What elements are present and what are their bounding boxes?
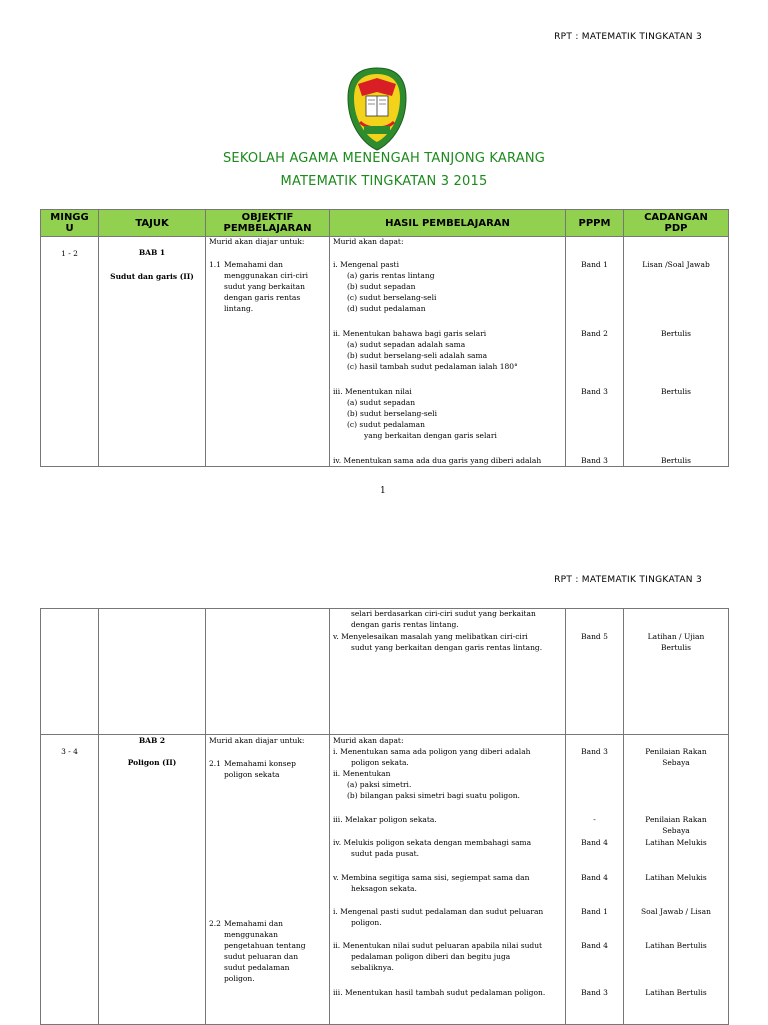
hasil-line: ii. Menentukan nilai sudut peluaran apabila nilai sudut	[333, 941, 543, 950]
hasil-line: (a) sudut sepadan adalah sama	[347, 340, 466, 349]
page-header: RPT : MATEMATIK TINGKATAN 3	[554, 575, 702, 585]
hasil-line: iv. Menentukan sama ada dua garis yang diberi adalah	[333, 456, 542, 465]
col-tajuk: TAJUK	[99, 210, 206, 237]
hasil-line: i. Mengenal pasti	[333, 260, 399, 269]
topic-label: Sudut dan garis (II)	[110, 272, 194, 281]
hasil-line: heksagon sekata.	[351, 884, 417, 893]
hasil-intro: Murid akan dapat:	[333, 736, 404, 745]
table-row	[41, 609, 729, 735]
cadangan-text: Sebaya	[662, 758, 690, 767]
pppm-band: Band 4	[581, 941, 608, 950]
pppm-band: -	[593, 815, 596, 824]
hasil-line: (b) bilangan paksi simetri bagi suatu poligon.	[347, 791, 520, 800]
hasil-line: (b) sudut berselang-seli	[347, 409, 437, 418]
objektif-line: sudut pedalaman	[224, 963, 290, 972]
pppm-band: Band 2	[581, 329, 608, 338]
objektif-line: dengan garis rentas	[224, 293, 301, 302]
minggu-cell: 3 - 4	[61, 747, 78, 756]
pppm-band: Band 5	[581, 632, 608, 641]
hasil-line: iv. Melukis poligon sekata dengan membahagi sama	[333, 838, 532, 847]
objektif-line: lintang.	[224, 304, 254, 313]
topic-label: Poligon (II)	[127, 758, 177, 767]
page-header: RPT : MATEMATIK TINGKATAN 3	[554, 32, 702, 42]
objektif-line: poligon.	[224, 974, 255, 983]
pppm-band: Band 3	[581, 456, 608, 465]
pppm-band: Band 3	[581, 988, 608, 997]
cadangan-text: Lisan /Soal Jawab	[642, 260, 710, 269]
cadangan-text: Latihan Melukis	[645, 873, 707, 882]
col-objektif: OBJEKTIF PEMBELAJARAN	[206, 210, 330, 237]
hasil-intro: Murid akan dapat:	[333, 237, 404, 246]
col-hasil: HASIL PEMBELAJARAN	[330, 210, 566, 237]
hasil-line: v. Membina segitiga sama sisi, segiempat sama dan	[333, 873, 530, 882]
hasil-line: selari berdasarkan ciri-ciri sudut yang berkaitan	[351, 609, 536, 618]
hasil-line: poligon.	[351, 918, 382, 927]
cadangan-text: Bertulis	[660, 387, 692, 396]
hasil-line: sudut yang berkaitan dengan garis rentas lintang.	[351, 643, 543, 652]
hasil-line: i. Mengenal pasti sudut pedalaman dan sudut peluaran	[333, 907, 544, 916]
col-cadangan: CADANGAN PDP	[624, 210, 729, 237]
hasil-line: pedalaman poligon diberi dan begitu juga	[351, 952, 511, 961]
hasil-line: ii. Menentukan bahawa bagi garis selari	[333, 329, 487, 338]
objektif-line: sudut yang berkaitan	[224, 282, 305, 291]
pppm-band: Band 1	[581, 260, 608, 269]
objektif-number: 2.2	[209, 919, 221, 928]
objektif-number: 1.1	[209, 260, 221, 269]
hasil-line: (b) sudut sepadan	[347, 282, 416, 291]
cadangan-text: Penilaian Rakan	[645, 747, 707, 756]
hasil-line: (c) hasil tambah sudut pedalaman ialah 180°	[347, 362, 518, 371]
hasil-line: iii. Menentukan hasil tambah sudut pedalaman poligon.	[333, 988, 546, 997]
objektif-line: pengetahuan tentang	[224, 941, 306, 950]
cadangan-text: Latihan Bertulis	[645, 941, 707, 950]
objektif-line: poligon sekata	[224, 770, 280, 779]
table-row	[41, 735, 729, 1025]
cadangan-text: Latihan / Ujian	[647, 632, 705, 641]
objektif-line: menggunakan ciri-ciri	[224, 271, 309, 280]
subject-title: MATEMATIK TINGKATAN 3 2015	[280, 174, 488, 189]
cadangan-text: Latihan Bertulis	[645, 988, 707, 997]
bab-label: BAB 2	[138, 736, 166, 745]
objektif-line: Memahami dan	[224, 919, 284, 928]
hasil-line: (c) sudut berselang-seli	[347, 293, 437, 302]
table-row	[41, 237, 729, 467]
objektif-intro: Murid akan diajar untuk:	[209, 237, 305, 246]
objektif-line: Memahami dan	[224, 260, 284, 269]
hasil-line: iii. Menentukan nilai	[333, 387, 412, 396]
hasil-line: yang berkaitan dengan garis selari	[364, 431, 497, 440]
hasil-line: (a) sudut sepadan	[347, 398, 416, 407]
hasil-line: (b) sudut berselang-seli adalah sama	[347, 351, 488, 360]
objektif-line: sudut peluaran dan	[224, 952, 299, 961]
school-name: SEKOLAH AGAMA MENENGAH TANJONG KARANG	[222, 151, 546, 166]
objektif-line: menggunakan	[224, 930, 278, 939]
objektif-number: 2.1	[209, 759, 221, 768]
cadangan-text: Soal Jawab / Lisan	[641, 907, 711, 916]
hasil-line: (c) sudut pedalaman	[347, 420, 425, 429]
cadangan-text: Latihan Melukis	[645, 838, 707, 847]
col-pppm: PPPM	[566, 210, 624, 237]
bab-label: BAB 1	[138, 248, 166, 257]
hasil-line: ii. Menentukan	[333, 769, 391, 778]
cadangan-text: Bertulis	[660, 643, 692, 652]
hasil-line: (d) sudut pedalaman	[347, 304, 426, 313]
minggu-cell: 1 - 2	[61, 249, 78, 258]
school-crest-icon	[346, 66, 408, 152]
hasil-line: dengan garis rentas lintang.	[351, 620, 459, 629]
hasil-line: sebaliknya.	[351, 963, 394, 972]
hasil-line: (a) garis rentas lintang	[347, 271, 435, 280]
hasil-line: (a) paksi simetri.	[347, 780, 412, 789]
hasil-line: v. Menyelesaikan masalah yang melibatkan ciri-ciri	[333, 632, 528, 641]
table-header-row	[41, 210, 729, 237]
objektif-intro: Murid akan diajar untuk:	[209, 736, 305, 745]
pppm-band: Band 3	[581, 387, 608, 396]
rpt-table-page1	[40, 209, 729, 467]
cadangan-text: Bertulis	[660, 329, 692, 338]
hasil-line: sudut pada pusat.	[351, 849, 419, 858]
pppm-band: Band 4	[581, 838, 608, 847]
col-minggu: MINGG U	[41, 210, 99, 237]
hasil-line: iii. Melakar poligon sekata.	[333, 815, 437, 824]
page-number: 1	[380, 486, 386, 496]
cadangan-text: Penilaian Rakan	[645, 815, 707, 824]
hasil-line: poligon sekata.	[351, 758, 409, 767]
objektif-line: Memahami konsep	[224, 759, 296, 768]
hasil-line: i. Menentukan sama ada poligon yang diberi adalah	[333, 747, 531, 756]
pppm-band: Band 1	[581, 907, 608, 916]
pppm-band: Band 4	[581, 873, 608, 882]
cadangan-text: Sebaya	[662, 826, 690, 835]
pppm-band: Band 3	[581, 747, 608, 756]
rpt-table-page2	[40, 608, 729, 1025]
cadangan-text: Bertulis	[660, 456, 692, 465]
